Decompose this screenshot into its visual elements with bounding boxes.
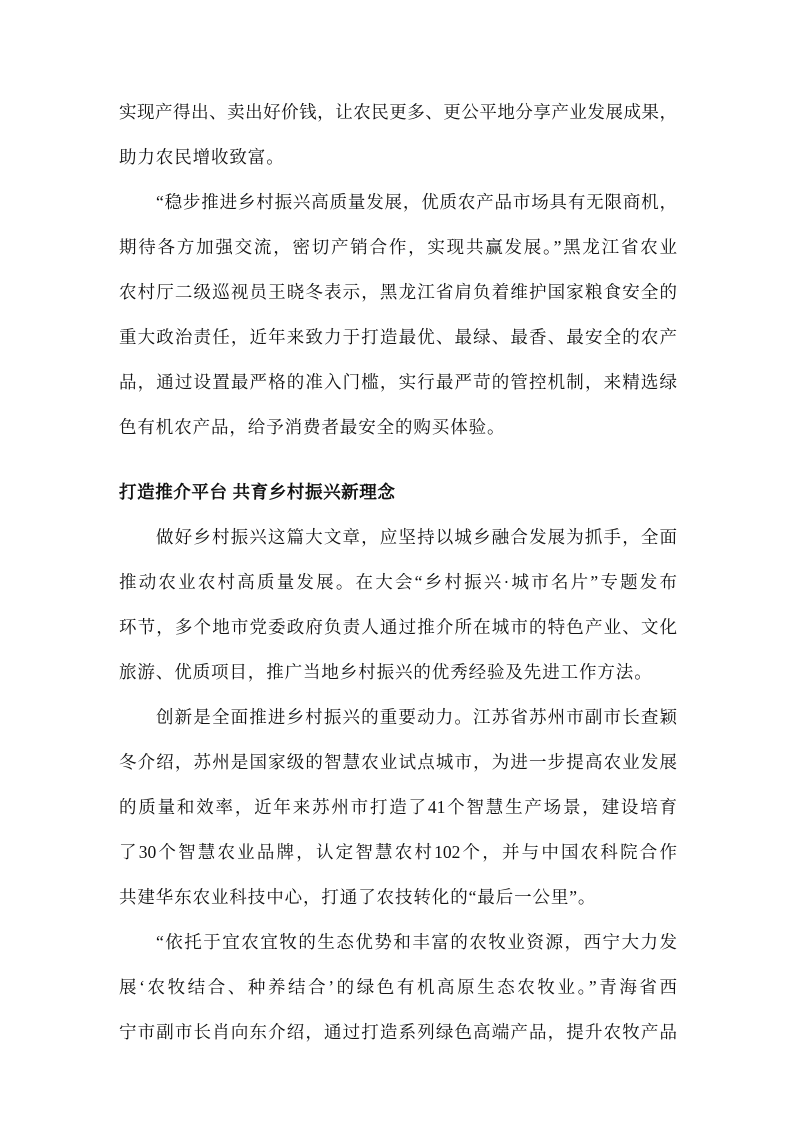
- text-line: 推动农业农村高质量发展。在大会“乡村振兴·城市名片”专题发布: [119, 572, 677, 592]
- text-line: 宁市副市长肖向东介绍，通过打造系列绿色高端产品，提升农牧产品: [119, 1022, 677, 1042]
- text-line: “稳步推进乡村振兴高质量发展，优质农产品市场具有无限商机，: [156, 192, 677, 212]
- text-line: 展‘农牧结合、种养结合’的绿色有机高原生态农牧业。”青海省西: [119, 977, 677, 997]
- paragraph-xining: [119, 920, 677, 1055]
- paragraph-continued: [119, 90, 677, 180]
- text-line: 旅游、优质项目，推广当地乡村振兴的优秀经验及先进工作方法。: [119, 662, 653, 682]
- paragraph-quote-heilongjiang: [119, 180, 677, 450]
- text-line: 共建华东农业科技中心，打通了农技转化的“最后一公里”。: [119, 887, 597, 907]
- text-line: 冬介绍，苏州是国家级的智慧农业试点城市，为进一步提高农业发展: [119, 752, 677, 772]
- text-line: 期待各方加强交流，密切产销合作，实现共赢发展。”黑龙江省农业: [119, 237, 677, 257]
- text-line: 重大政治责任，近年来致力于打造最优、最绿、最香、最安全的农产: [119, 327, 677, 347]
- text-line: 做好乡村振兴这篇大文章，应坚持以城乡融合发展为抓手，全面: [156, 527, 677, 547]
- text-line: 色有机农产品，给予消费者最安全的购买体验。: [119, 417, 506, 437]
- text-line: 的质量和效率，近年来苏州市打造了41个智慧生产场景，建设培育: [119, 797, 677, 817]
- text-line: 助力农民增收致富。: [119, 147, 285, 167]
- text-line: 创新是全面推进乡村振兴的重要动力。江苏省苏州市副市长查颖: [156, 707, 677, 727]
- section-heading: 打造推介平台 共育乡村振兴新理念: [119, 482, 396, 502]
- document-body: [119, 90, 677, 1055]
- text-line: 环节，多个地市党委政府负责人通过推介所在城市的特色产业、文化: [119, 617, 677, 637]
- paragraph-suzhou: [119, 695, 677, 920]
- text-line: “依托于宜农宜牧的生态优势和丰富的农牧业资源，西宁大力发: [156, 932, 677, 952]
- text-line: 农村厅二级巡视员王晓冬表示，黑龙江省肩负着维护国家粮食安全的: [119, 282, 677, 302]
- text-line: 品，通过设置最严格的准入门槛，实行最严苛的管控机制，来精选绿: [119, 372, 677, 392]
- text-line: 实现产得出、卖出好价钱，让农民更多、更公平地分享产业发展成果，: [119, 102, 677, 122]
- text-line: 了30个智慧农业品牌，认定智慧农村102个，并与中国农科院合作: [119, 842, 677, 862]
- paragraph-city-cards: [119, 515, 677, 695]
